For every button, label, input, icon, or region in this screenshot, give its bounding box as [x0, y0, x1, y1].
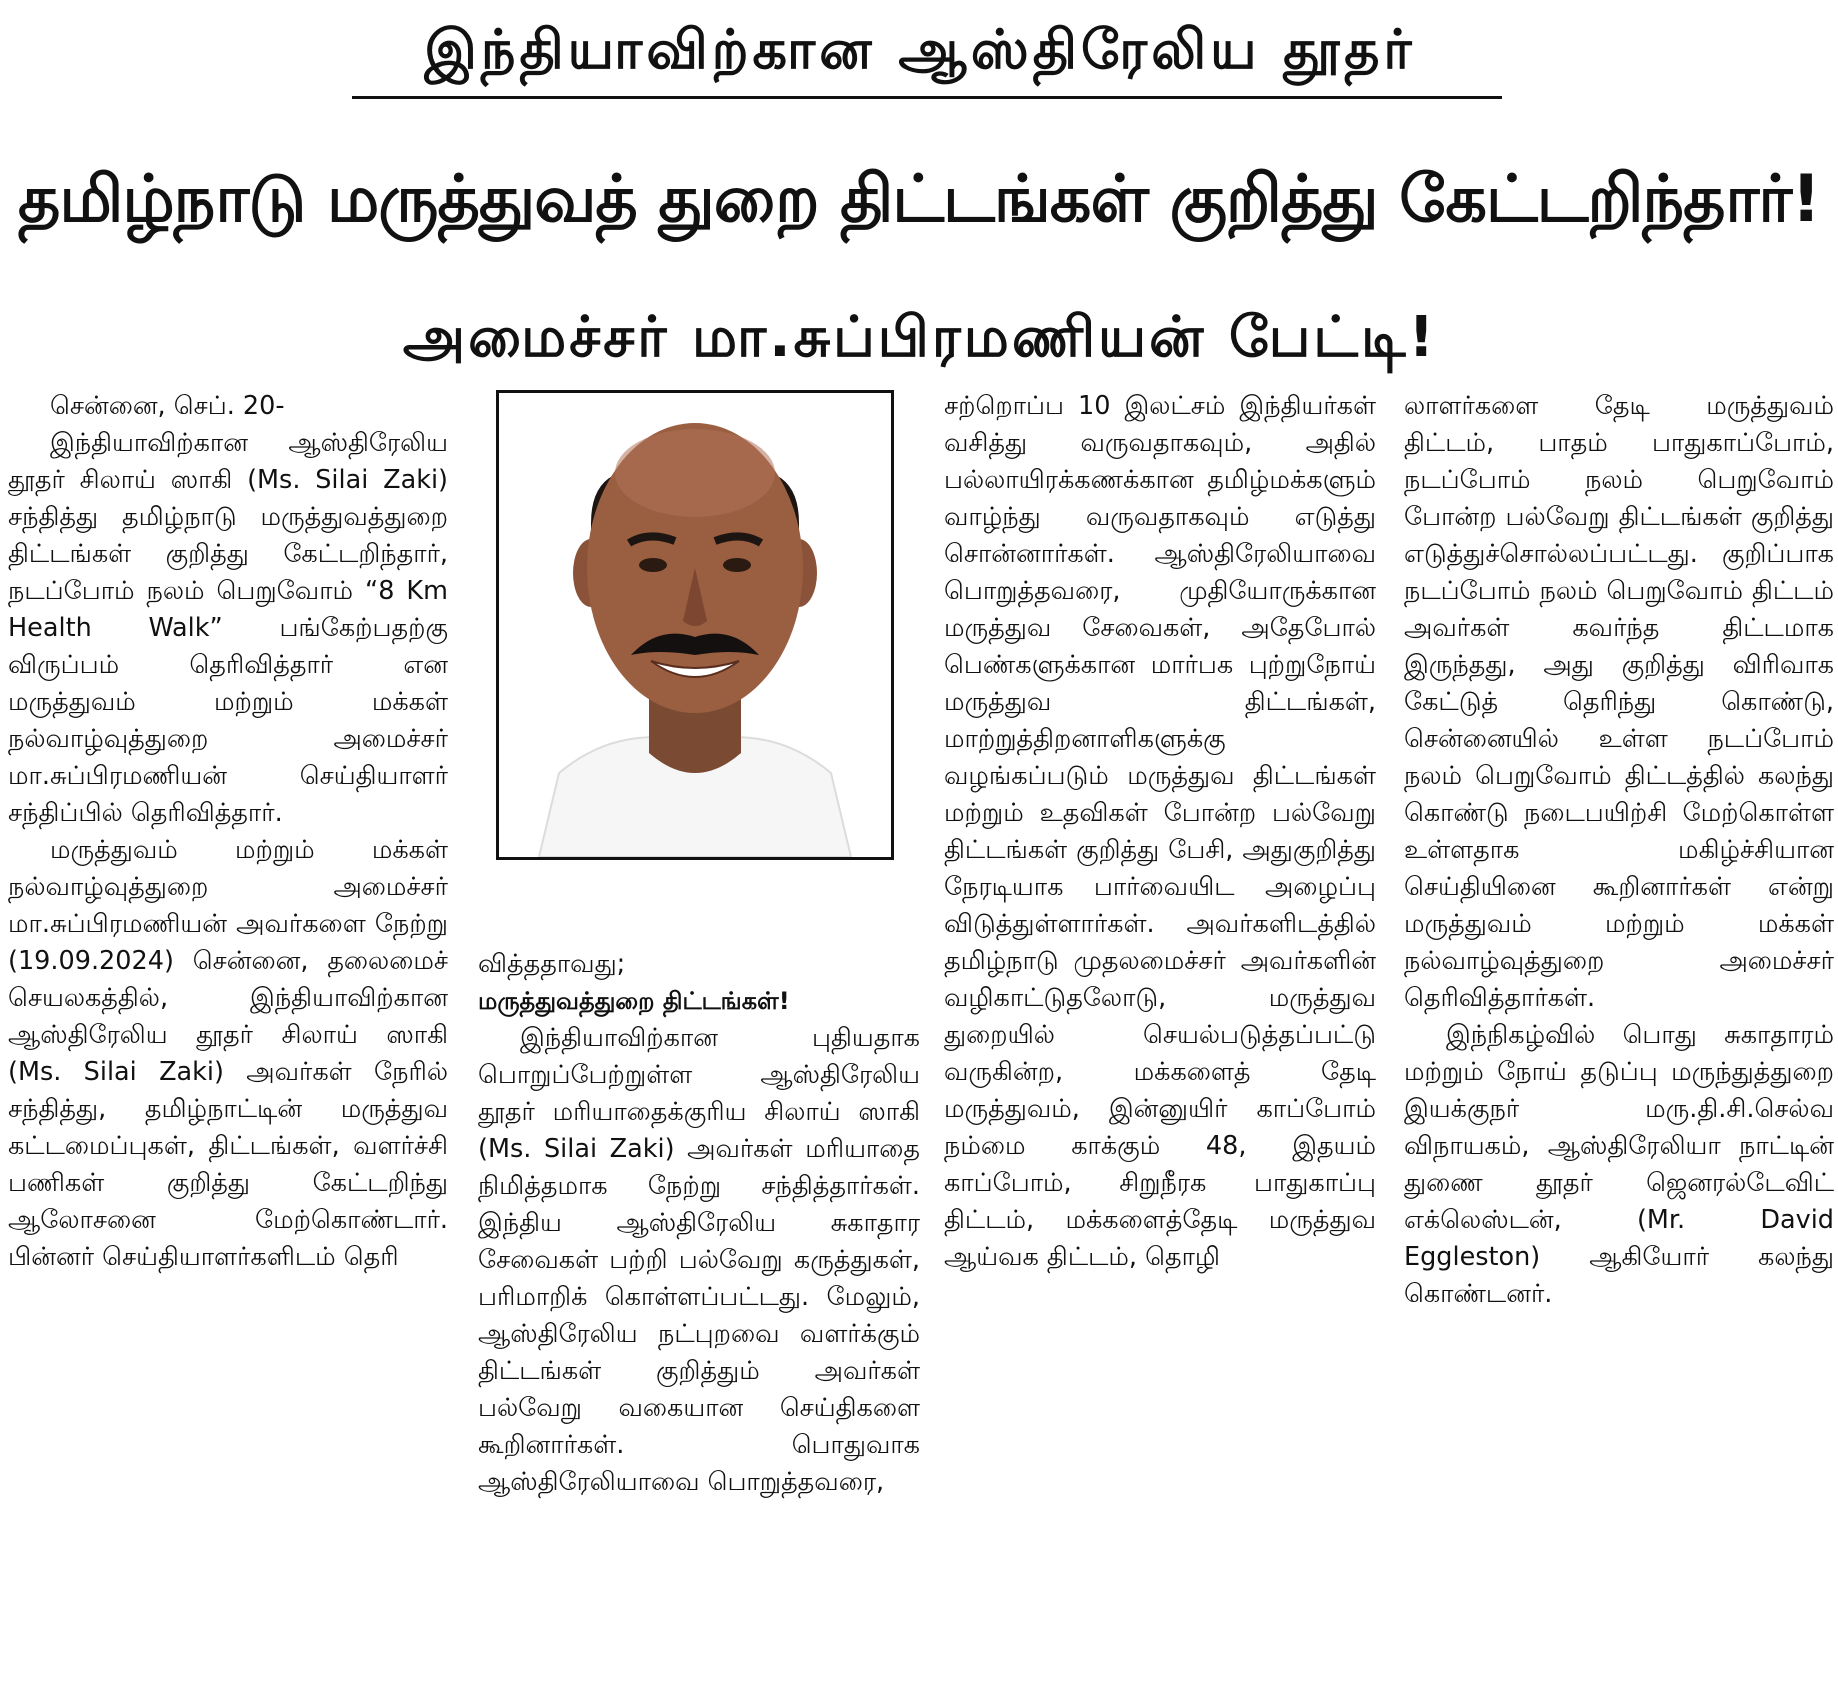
column-3 [944, 388, 1376, 1698]
portrait-illustration [499, 393, 891, 857]
paragraph: இந்நிகழ்வில் பொது சுகாதாரம் மற்றும் நோய் தடுப்பு மருந்துத்துறை இயக்குநர் மரு.தி.சி.செல்வ விநாயகம், ஆஸ்திரேலியா நாட்டின் துணை தூதர் ஜெனரல்டேவிட் எக்லெஸ்டன், (Mr. David Eggleston) ஆகியோர் கலந்து கொண்டனர். [1404, 1020, 1834, 1309]
minister-photo [496, 390, 894, 860]
kicker-title: இந்தியாவிற்கான ஆஸ்திரேலிய தூதர் [424, 18, 1416, 81]
column-1 [8, 388, 448, 1698]
kicker-underline [352, 96, 1502, 99]
paragraph: இந்தியாவிற்கான ஆஸ்திரேலிய தூதர் சிலாய் ஸாகி (Ms. Silai Zaki) சந்தித்து தமிழ்நாடு மருத்துவத்துறை திட்டங்கள் குறித்து கேட்டறிந்தார், நடப்போம் நலம் பெறுவோம் “8 Km Health Walk” பங்கேற்பதற்கு விருப்பம் தெரிவித்தார் என மருத்துவம் மற்றும் மக்கள் நல்வாழ்வுத்துறை அமைச்சர் மா.சுப்பிரமணியன் செய்தியாளர் சந்திப்பில் தெரிவித்தார். [8, 428, 448, 828]
paragraph: லாளர்களை தேடி மருத்துவம் திட்டம், பாதம் பாதுகாப்போம், நடப்போம் நலம் பெறுவோம் போன்ற பல்வேறு திட்டங்கள் குறித்து எடுத்துச்சொல்லப்பட்டது. குறிப்பாக நடப்போம் நலம் பெறுவோம் திட்டம் அவர்கள் கவர்ந்த திட்டமாக இருந்தது, அது குறித்து விரிவாக கேட்டுத் தெரிந்து கொண்டு, சென்னையில் உள்ள நடப்போம் நலம் பெறுவோம் திட்டத்தில் கலந்து கொண்டு நடைபயிற்சி மேற்கொள்ள உள்ளதாக மகிழ்ச்சியான செய்தியினை கூறினார்கள் என்று மருத்துவம் மற்றும் மக்கள் நல்வாழ்வுத்துறை அமைச்சர் தெரிவித்தார்கள். [1404, 391, 1834, 1013]
headline: தமிழ்நாடு மருத்துவத் துறை திட்டங்கள் குறித்து கேட்டறிந்தார்! [18, 162, 1820, 237]
column-4 [1404, 388, 1834, 1698]
subheadline: அமைச்சர் மா.சுப்பிரமணியன் பேட்டி! [402, 305, 1438, 370]
paragraph: இந்தியாவிற்கான புதியதாக பொறுப்பேற்றுள்ள ஆஸ்திரேலிய தூதர் மரியாதைக்குரிய சிலாய் ஸாகி (Ms. Silai Zaki) அவர்கள் மரியாதை நிமித்தமாக நேற்று சந்தித்தார்கள். இந்திய ஆஸ்திரேலிய சுகாதார சேவைகள் பற்றி பல்வேறு கருத்துகள், பரிமாறிக் கொள்ளப்பட்டது. மேலும், ஆஸ்திரேலிய நட்புறவை வளர்க்கும் திட்டங்கள் குறித்தும் அவர்கள் பல்வேறு வகையான செய்திகளை கூறினார்கள். பொதுவாக ஆஸ்திரேலியாவை பொறுத்தவரை, [478, 1023, 920, 1497]
paragraph-lead: வித்ததாவது; [478, 949, 626, 979]
section-subheading: மருத்துவத்துறை திட்டங்கள்! [478, 987, 790, 1015]
column-2 [478, 946, 920, 1698]
paragraph: மருத்துவம் மற்றும் மக்கள் நல்வாழ்வுத்துறை அமைச்சர் மா.சுப்பிரமணியன் அவர்களை நேற்று (19.09.2024) சென்னை, தலைமைச் செயலகத்தில், இந்தியாவிற்கான ஆஸ்திரேலிய தூதர் சிலாய் ஸாகி (Ms. Silai Zaki) அவர்கள் நேரில் சந்தித்து, தமிழ்நாட்டின் மருத்துவ கட்டமைப்புகள், திட்டங்கள், வளர்ச்சி பணிகள் குறித்து கேட்டறிந்து ஆலோசனை மேற்கொண்டார். பின்னர் செய்தியாளர்களிடம் தெரி [8, 835, 448, 1272]
dateline: சென்னை, செப். 20- [50, 391, 285, 421]
paragraph: சற்றொப்ப 10 இலட்சம் இந்தியர்கள் வசித்து வருவதாகவும், அதில் பல்லாயிரக்கணக்கான தமிழ்மக்களும் வாழ்ந்து வருவதாகவும் எடுத்து சொன்னார்கள். ஆஸ்திரேலியாவை பொறுத்தவரை, முதியோருக்கான மருத்துவ சேவைகள், அதேபோல் பெண்களுக்கான மார்பக புற்றுநோய் மருத்துவ திட்டங்கள், மாற்றுத்திறனாளிகளுக்கு வழங்கப்படும் மருத்துவ திட்டங்கள் மற்றும் உதவிகள் போன்ற பல்வேறு திட்டங்கள் குறித்து பேசி, அதுகுறித்து நேரடியாக பார்வையிட அழைப்பு விடுத்துள்ளார்கள். அவர்களிடத்தில் தமிழ்நாடு முதலமைச்சர் அவர்களின் வழிகாட்டுதலோடு, மருத்துவ துறையில் செயல்படுத்தப்பட்டு வருகின்ற, மக்களைத் தேடி மருத்துவம், இன்னுயிர் காப்போம் நம்மை காக்கும் 48, இதயம் காப்போம், சிறுநீரக பாதுகாப்பு திட்டம், மக்களைத்தேடி மருத்துவ ஆய்வக திட்டம், தொழி [944, 391, 1376, 1272]
